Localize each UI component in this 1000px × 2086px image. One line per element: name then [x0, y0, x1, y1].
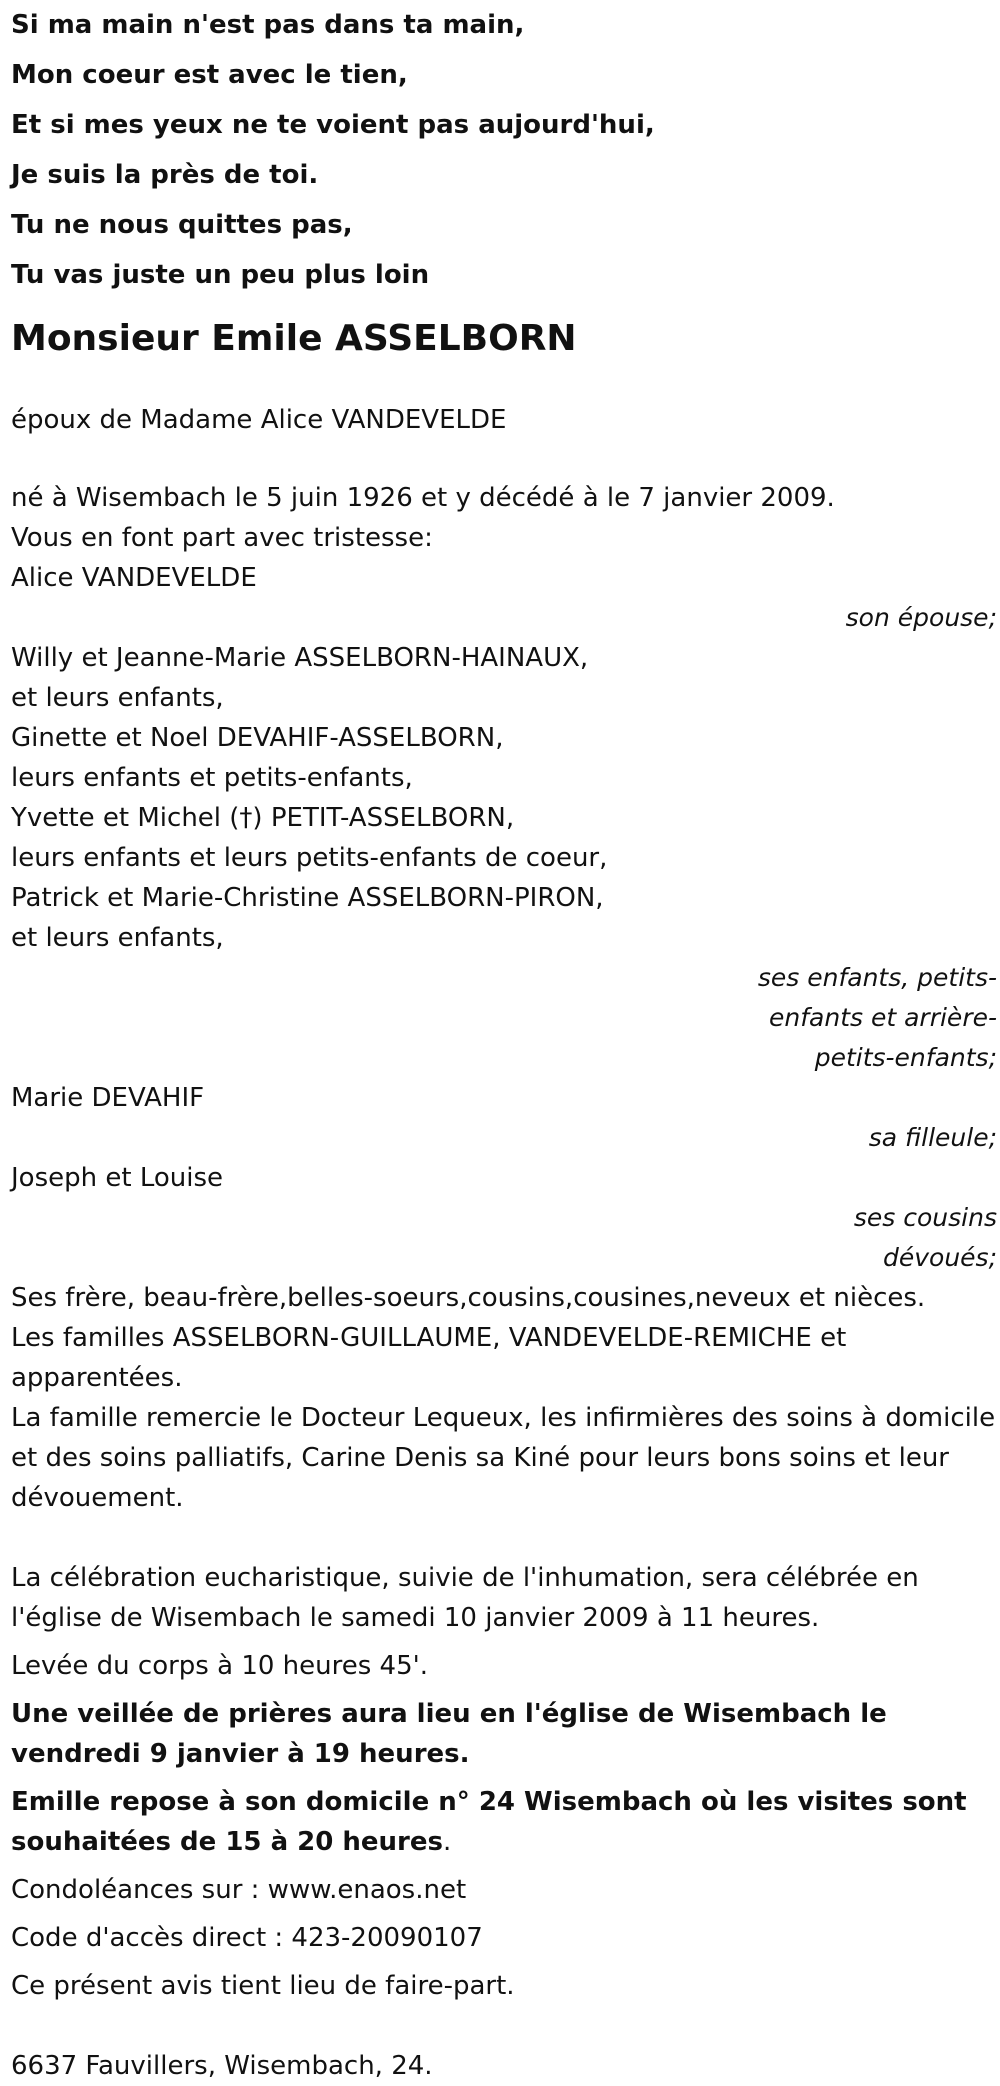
family-name: Alice VANDEVELDE: [11, 563, 257, 593]
deceased-name: Monsieur Emile ASSELBORN: [11, 318, 577, 359]
relation-label: petits-enfants;: [814, 1043, 997, 1072]
condolences-line: Condoléances sur : www.enaos.net: [11, 1875, 467, 1905]
notice-line: Ce présent avis tient lieu de faire-part.: [11, 1971, 515, 2001]
family-name: et leurs enfants,: [11, 683, 224, 713]
poem-line: Et si mes yeux ne te voient pas aujourd'hui,: [11, 110, 655, 140]
family-name: Ginette et Noel DEVAHIF-ASSELBORN,: [11, 723, 504, 753]
family-name: leurs enfants et petits-enfants,: [11, 763, 413, 793]
birth-death-line: né à Wisembach le 5 juin 1926 et y décédé à le 7 janvier 2009.: [11, 483, 835, 513]
family-name: Marie DEVAHIF: [11, 1083, 205, 1113]
relation-label: son épouse;: [845, 603, 997, 632]
celebration-paragraph: La célébration eucharistique, suivie de l'inhumation, sera célébrée en l'église de Wisembach le samedi 10 janvier 2009 à 11 heures.: [11, 1563, 919, 1633]
relation-label: sa filleule;: [868, 1123, 997, 1152]
family-group-children: [11, 638, 997, 1078]
relation-label: dévoués;: [882, 1243, 997, 1272]
poem-line: Mon coeur est avec le tien,: [11, 60, 408, 90]
family-name: Yvette et Michel (†) PETIT-ASSELBORN,: [11, 803, 515, 833]
levee-line: Levée du corps à 10 heures 45'.: [11, 1651, 429, 1681]
poem-line: Si ma main n'est pas dans ta main,: [11, 10, 525, 40]
relation-label: ses cousins: [853, 1203, 997, 1232]
obituary-notice: [11, 0, 997, 2086]
family-group-goddaughter: [11, 1078, 997, 1158]
repose-text: Emille repose à son domicile n° 24 Wisembach où les visites sont souhaitées de 15 à 20 heures: [11, 1787, 967, 1857]
poem-line: Tu ne nous quittes pas,: [11, 210, 353, 240]
vigil-paragraph: Une veillée de prières aura lieu en l'église de Wisembach le vendredi 9 janvier à 19 heures.: [11, 1699, 887, 1769]
extended-family-line: Ses frère, beau-frère,belles-soeurs,cousins,cousines,neveux et nièces.: [11, 1283, 926, 1313]
access-code-line: Code d'accès direct : 423-20090107: [11, 1923, 483, 1953]
family-name: Patrick et Marie-Christine ASSELBORN-PIRON,: [11, 883, 604, 913]
spouse-line: époux de Madame Alice VANDEVELDE: [11, 405, 507, 435]
family-name: Willy et Jeanne-Marie ASSELBORN-HAINAUX,: [11, 643, 589, 673]
family-name: leurs enfants et leurs petits-enfants de coeur,: [11, 843, 608, 873]
repose-end: .: [442, 1827, 452, 1857]
poem: [11, 0, 997, 300]
thanks-paragraph: La famille remercie le Docteur Lequeux, les infirmières des soins à domicile et des soins palliatifs, Carine Denis sa Kiné pour leurs bons soins et leur dévouement.: [11, 1403, 996, 1513]
family-name: et leurs enfants,: [11, 923, 224, 953]
poem-line: Tu vas juste un peu plus loin: [11, 260, 430, 290]
family-group-spouse: [11, 558, 997, 638]
relation-label: enfants et arrière-: [769, 1003, 997, 1032]
family-name: Joseph et Louise: [11, 1163, 223, 1193]
family-group-cousins: [11, 1158, 997, 1278]
address-line: 6637 Fauvillers, Wisembach, 24.: [11, 2051, 433, 2081]
families-line: Les familles ASSELBORN-GUILLAUME, VANDEVELDE-REMICHE et apparentées.: [11, 1323, 847, 1393]
repose-paragraph: [11, 1782, 997, 1862]
relation-label: ses enfants, petits-: [757, 963, 997, 992]
announcement-intro: Vous en font part avec tristesse:: [11, 523, 433, 553]
poem-line: Je suis la près de toi.: [11, 160, 319, 190]
